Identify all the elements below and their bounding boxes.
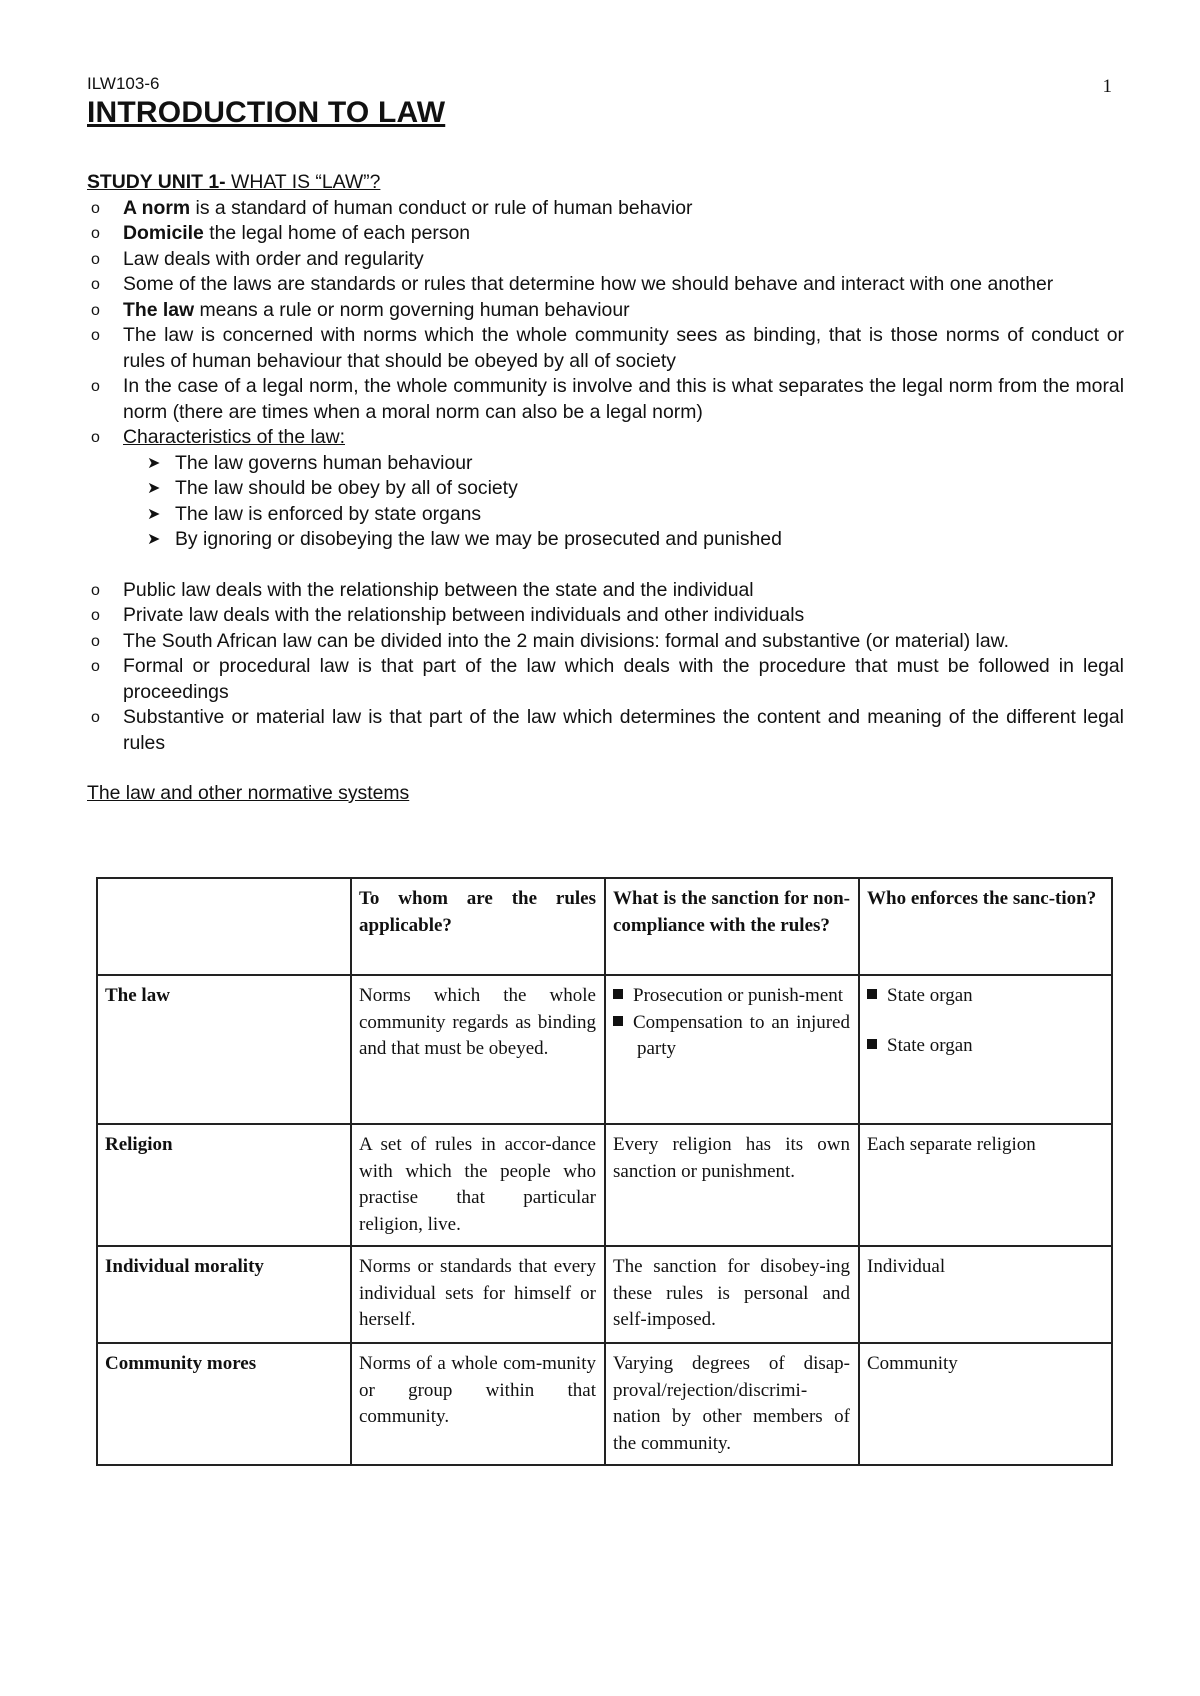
cell-sanction: Every religion has its own sanction or punishment. <box>605 1124 859 1246</box>
row-label: Community mores <box>97 1343 351 1465</box>
sanction-text: Compensation to an injured party <box>633 1011 850 1059</box>
study-unit-title: WHAT IS “LAW”? <box>225 171 381 193</box>
study-unit-heading <box>87 170 1124 196</box>
cell-enforcer: Each separate religion <box>859 1124 1112 1246</box>
table-row <box>97 1246 1112 1343</box>
enforcer-item <box>867 1033 1103 1060</box>
square-bullet-icon <box>613 1016 623 1026</box>
document-title: INTRODUCTION TO LAW <box>87 96 446 129</box>
law-divisions-list <box>87 578 1124 757</box>
list-item <box>87 323 1124 374</box>
row-label: Religion <box>97 1124 351 1246</box>
header-cell-sanction: What is the sanction for non-compliance with the rules? <box>605 878 859 975</box>
cell-enforcer: Individual <box>859 1246 1112 1343</box>
definition: In the case of a legal norm, the whole community is involve and this is what separates the legal norm from the moral norm (there are times when a moral norm can also be a legal norm) <box>123 375 1124 423</box>
study-unit-label: STUDY UNIT 1- <box>87 171 226 193</box>
definitions-list <box>87 196 1124 451</box>
cell-to-whom: A set of rules in accor-dance with which the people who practise that particular religion, live. <box>351 1124 605 1246</box>
square-bullet-icon <box>613 989 623 999</box>
list-item: ➤ The law is enforced by state organs <box>145 502 1124 528</box>
row-label: The law <box>97 975 351 1124</box>
term: Domicile <box>123 222 204 244</box>
cell-sanction: Varying degrees of disap-proval/rejection/discrimi-nation by other members of the community. <box>605 1343 859 1465</box>
course-code: ILW103-6 <box>87 74 160 93</box>
table-row <box>97 975 1112 1124</box>
table-row <box>97 1124 1112 1246</box>
list-item: o Public law deals with the relationship between the state and the individual <box>87 578 1124 604</box>
page-number: 1 <box>1102 76 1112 97</box>
characteristics-item <box>87 425 1124 451</box>
cell-enforcer: Community <box>859 1343 1112 1465</box>
cell-to-whom: Norms of a whole com-munity or group within that community. <box>351 1343 605 1465</box>
definition: Some of the laws are standards or rules that determine how we should behave and interact with one another <box>123 273 1054 295</box>
cell-sanction: The sanction for disobey-ing these rules is personal and self-imposed. <box>605 1246 859 1343</box>
row-label: Individual morality <box>97 1246 351 1343</box>
characteristics-label: Characteristics of the law: <box>123 426 345 448</box>
enforcer-text: State organ <box>887 1034 973 1056</box>
term: A norm <box>123 196 191 219</box>
table-header-row <box>97 878 1112 975</box>
spacer <box>87 553 1124 578</box>
header-cell-to-whom: To whom are the rules applicable? <box>351 878 605 975</box>
enforcer-text: State organ <box>887 985 973 1006</box>
list-item: o Formal or procedural law is that part of the law which deals with the procedure that must be followed in legal proceedings <box>87 654 1124 705</box>
term: The law <box>123 298 195 321</box>
list-item <box>87 374 1124 425</box>
list-item: ➤ The law should be obey by all of society <box>145 476 1124 502</box>
list-item <box>87 196 1124 222</box>
list-item <box>87 298 1124 324</box>
list-item: o Private law deals with the relationship between individuals and other individuals <box>87 603 1124 629</box>
definition: is a standard of human conduct or rule of human behavior <box>190 196 693 219</box>
definition: Law deals with order and regularity <box>123 247 424 270</box>
header-cell-empty <box>97 878 351 975</box>
cell-enforcer <box>859 975 1112 1124</box>
definition: means a rule or norm governing human behaviour <box>194 298 630 321</box>
list-item: ➤ By ignoring or disobeying the law we may be prosecuted and punished <box>145 527 1124 553</box>
list-item: o The South African law can be divided into the 2 main divisions: formal and substantive (or material) law. <box>87 629 1124 655</box>
list-item <box>87 272 1124 298</box>
enforcer-item <box>867 983 1103 1010</box>
square-bullet-icon <box>867 1039 877 1049</box>
definition: The law is concerned with norms which the whole community sees as binding, that is those norms of conduct or rules of human behaviour that should be obeyed by all of society <box>123 324 1124 372</box>
cell-sanction <box>605 975 859 1124</box>
sanction-text: Prosecution or punish-ment <box>633 985 844 1006</box>
header-cell-enforcer: Who enforces the sanc-tion? <box>859 878 1112 975</box>
list-item <box>87 247 1124 273</box>
normative-systems-table <box>96 877 1113 1466</box>
table-row <box>97 1343 1112 1465</box>
list-item: o Substantive or material law is that part of the law which determines the content and meaning of the different legal rules <box>87 705 1124 756</box>
document-body <box>87 170 1124 807</box>
sanction-item <box>613 1010 850 1063</box>
definition: the legal home of each person <box>203 222 471 244</box>
section-title: The law and other normative systems <box>87 782 410 804</box>
square-bullet-icon <box>867 989 877 999</box>
characteristics-list <box>87 451 1124 553</box>
list-item <box>87 221 1124 247</box>
cell-to-whom: Norms which the whole community regards as binding and that must be obeyed. <box>351 975 605 1124</box>
sanction-item <box>613 983 850 1010</box>
cell-to-whom: Norms or standards that every individual sets for himself or herself. <box>351 1246 605 1343</box>
list-item: ➤ The law governs human behaviour <box>145 451 1124 477</box>
